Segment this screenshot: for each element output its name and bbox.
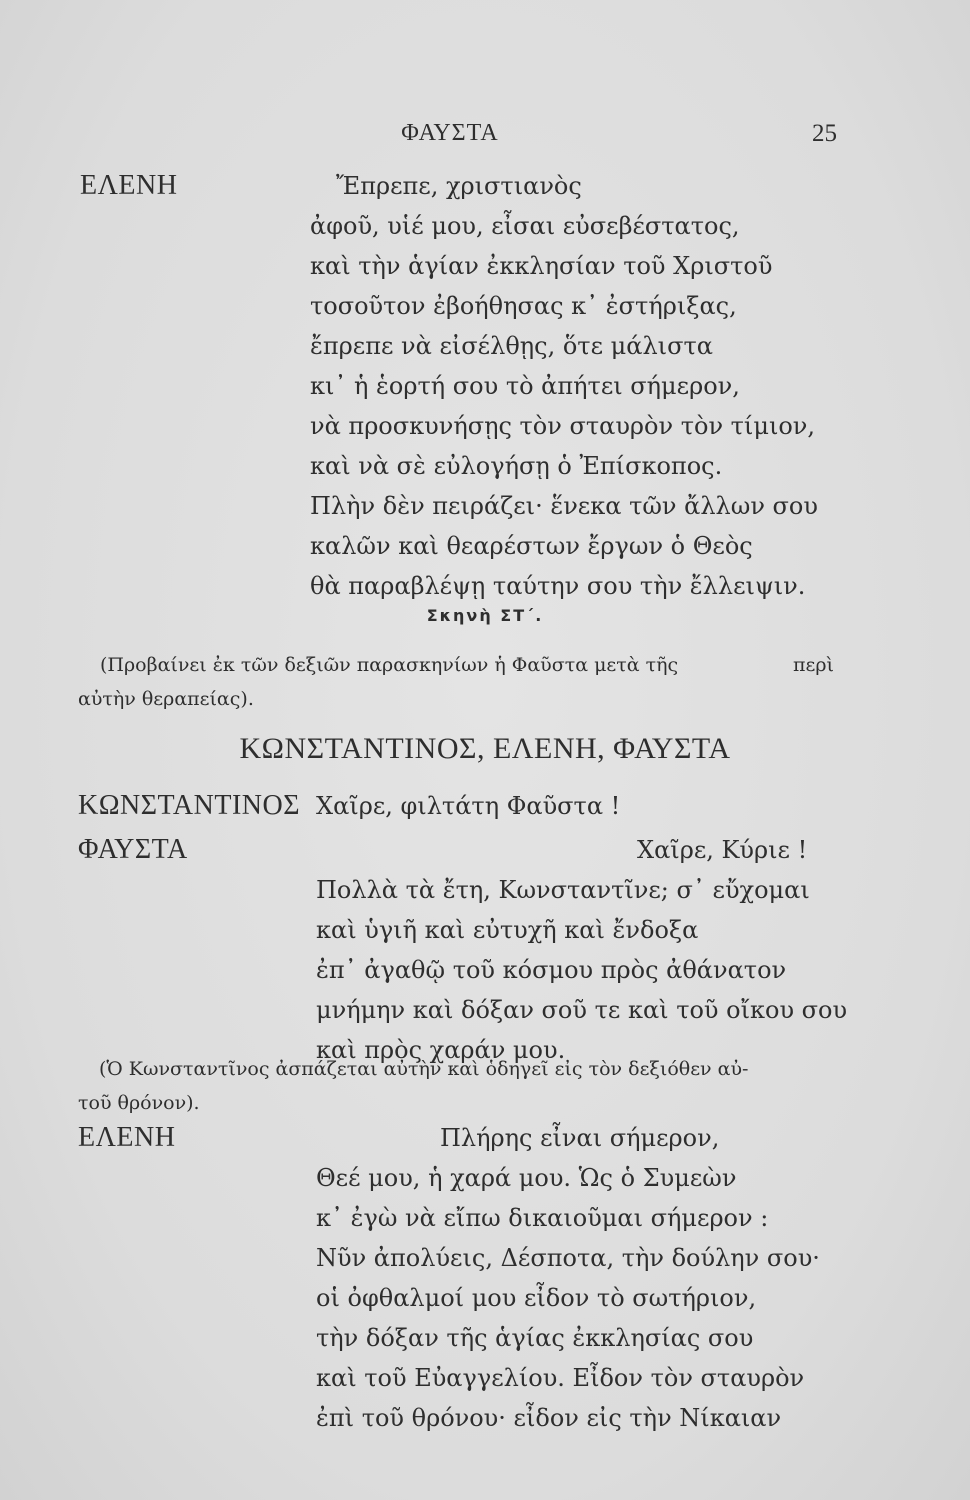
- verse-line: Πλήρης εἶναι σήμερον,: [440, 1124, 720, 1152]
- stage-direction-line-end: περὶ: [793, 654, 834, 676]
- characters-heading: ΚΩΝΣΤΑΝΤΙΝΟΣ, ΕΛΕΝΗ, ΦΑΥΣΤΑ: [239, 732, 731, 765]
- verse-line: καὶ τὴν ἁγίαν ἐκκλησίαν τοῦ Χριστοῦ: [310, 252, 773, 280]
- verse-line: καλῶν καὶ θεαρέστων ἔργων ὁ Θεὸς: [310, 532, 753, 560]
- speaker-fausta: ΦΑΥΣΤΑ: [78, 834, 188, 865]
- verse-line: Θεέ μου, ἡ χαρά μου. Ὡς ὁ Συμεὼν: [316, 1164, 737, 1192]
- stage-direction-line: (Προβαίνει ἐκ τῶν δεξιῶν παρασκηνίων ἡ Φαῦστα μετὰ τῆς: [100, 654, 679, 676]
- stage-direction-line: τοῦ θρόνον).: [78, 1092, 200, 1114]
- verse-line: μνήμην καὶ δόξαν σοῦ τε καὶ τοῦ οἴκου σου: [316, 996, 848, 1024]
- verse-line: καὶ ὑγιῆ καὶ εὐτυχῆ καὶ ἔνδοξα: [316, 916, 699, 944]
- speaker-eleni: ΕΛΕΝΗ: [80, 170, 178, 201]
- speaker-eleni: ΕΛΕΝΗ: [78, 1122, 176, 1153]
- verse-line: Πλὴν δὲν πειράζει· ἕνεκα τῶν ἄλλων σου: [310, 492, 818, 520]
- verse-line: Χαῖρε, φιλτάτη Φαῦστα !: [316, 792, 621, 820]
- speaker-konstantinos: ΚΩΝΣΤΑΝΤΙΝΟΣ: [78, 790, 301, 821]
- verse-line: καὶ πρὸς χαράν μου.: [316, 1036, 566, 1064]
- verse-line: καὶ νὰ σὲ εὐλογήσῃ ὁ Ἐπίσκοπος.: [310, 452, 723, 480]
- verse-line: Νῦν ἀπολύεις, Δέσποτα, τὴν δούλην σου·: [316, 1244, 820, 1272]
- verse-line: θὰ παραβλέψῃ ταύτην σου τὴν ἔλλειψιν.: [310, 572, 806, 600]
- eleni-speech: [310, 166, 818, 606]
- verse-line: τοσοῦτον ἐβοήθησας κ᾿ ἐστήριξας,: [310, 292, 737, 320]
- verse-line: Ἔπρεπε, χριστιανὸς: [336, 172, 582, 200]
- verse-line: κι᾿ ἡ ἑορτή σου τὸ ἀπήτει σήμερον,: [310, 372, 740, 400]
- verse-line: καὶ τοῦ Εὐαγγελίου. Εἶδον τὸν σταυρὸν: [316, 1364, 805, 1392]
- stage-direction-line: (Ὁ Κωνσταντῖνος ἀσπάζεται αὐτὴν καὶ ὁδηγεῖ εἰς τὸν δεξιόθεν αὐ-: [99, 1058, 749, 1080]
- page-number: 25: [812, 120, 837, 147]
- verse-line: ἀφοῦ, υἱέ μου, εἶσαι εὐσεβέστατος,: [310, 212, 740, 240]
- verse-line: τὴν δόξαν τῆς ἁγίας ἐκκλησίας σου: [316, 1324, 754, 1352]
- verse-line: Πολλὰ τὰ ἔτη, Κωνσταντῖνε; σ᾿ εὔχομαι: [316, 876, 810, 904]
- verse-line: ἔπρεπε νὰ εἰσέλθῃς, ὅτε μάλιστα: [310, 332, 713, 360]
- verse-line: ἐπὶ τοῦ θρόνου· εἶδον εἰς τὴν Νίκαιαν: [316, 1404, 782, 1432]
- running-title: ΦΑΥΣΤΑ: [401, 120, 499, 146]
- verse-line: οἱ ὀφθαλμοί μου εἶδον τὸ σωτήριον,: [316, 1284, 757, 1312]
- fausta-speech: [316, 870, 847, 1070]
- verse-line: κ᾿ ἐγὼ νὰ εἴπω δικαιοῦμαι σήμερον :: [316, 1204, 769, 1232]
- verse-line: Χαῖρε, Κύριε !: [637, 836, 808, 864]
- stage-direction-line: αὐτὴν θεραπείας).: [78, 688, 254, 710]
- verse-line: νὰ προσκυνήσῃς τὸν σταυρὸν τὸν τίμιον,: [310, 412, 816, 440]
- eleni-speech: [316, 1158, 820, 1438]
- scene-heading: Σκηνὴ ΣΤ΄.: [426, 606, 544, 625]
- verse-line: ἐπ᾿ ἀγαθῷ τοῦ κόσμου πρὸς ἀθάνατον: [316, 956, 787, 984]
